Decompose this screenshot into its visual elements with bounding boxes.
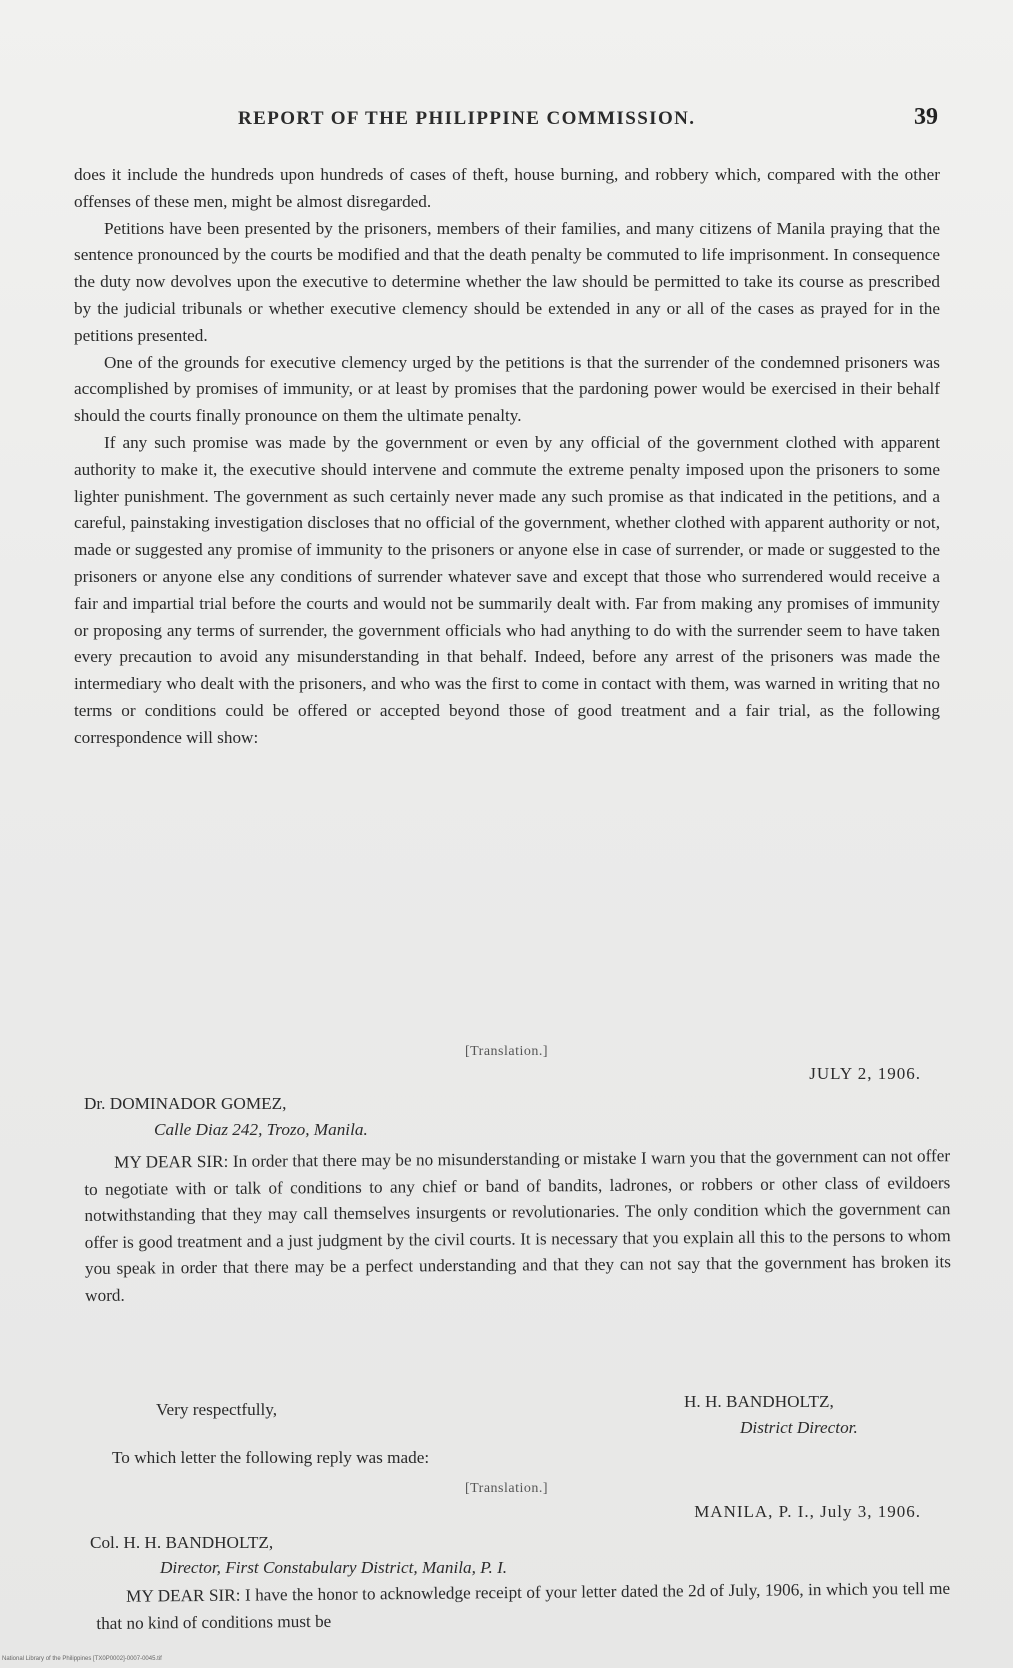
letter-body [84,1143,951,1309]
letter-text: In order that there may be no misunderstanding or mistake I warn you that the government can not offer to negotiate with or talk of conditions to any chief or band of bandits, ladrones, or robbers or other class of evildoers notwithstanding that they may call themselves insurgents or revolutionaries. The only condition which the government can offer is good treatment and a just judgment by the civil courts. It is necessary that you explain all this to the persons to whom you speak in order that there may be a perfect understanding and that they can not say that the government has broken its word. [84,1146,951,1305]
letter-salutation: MY DEAR SIR: [114,1151,229,1172]
reply-text: I have the honor to acknowledge receipt of your letter dated the 2d of July, 1906, in which you tell me that no kind of conditions must be [96,1578,951,1633]
letter-signature-title: District Director. [740,1418,858,1437]
translation-note: [Translation.] [464,1481,549,1496]
footer-credit: National Library of the Philippines [TX0P0002]-0007-0045.tif [2,1656,162,1662]
reply-addressee-name: Col. H. H. BANDHOLTZ, [90,1533,274,1552]
letter-addressee-address: Calle Diaz 242, Trozo, Manila. [154,1120,368,1139]
reply-body [96,1576,950,1637]
reply-salutation: MY DEAR SIR: [126,1585,241,1606]
transition-text: To which letter the following reply was made: [112,1448,430,1467]
letter-date: JULY 2, 1906. [809,1064,921,1083]
page-number: 39 [914,104,938,130]
paragraph: One of the grounds for executive clemency urged by the petitions is that the surrender of the condemned prisoners was accomplished by promises of immunity, or at least by promises that the pardoning power would be exercised in their behalf should the courts finally pronounce on them the ultimate penalty. [74,352,940,426]
letter-addressee-name: Dr. DOMINADOR GOMEZ, [84,1094,287,1113]
letter-closing: Very respectfully, [156,1400,278,1419]
running-title: REPORT OF THE PHILIPPINE COMMISSION. [238,108,696,129]
letter-signature-name: H. H. BANDHOLTZ, [684,1392,834,1411]
page-header [238,104,938,138]
paragraph: Petitions have been presented by the prisoners, members of their families, and many citizens of Manila praying that the sentence pronounced by the courts be modified and that the death penalty be commuted to life imprisonment. In consequence the duty now devolves upon the executive to determine whether the law should be permitted to take its course as prescribed by the judicial tribunals or whether executive clemency should be extended in any or all of the cases as prayed for in the petitions presented. [74,218,940,345]
body-text [74,162,940,752]
translation-note: [Translation.] [464,1044,549,1059]
paragraph: If any such promise was made by the government or even by any official of the government clothed with apparent authority to make it, the executive should intervene and commute the extreme penalty imposed upon the prisoners to some lighter punishment. The government as such certainly never made any such promise as that indicated in the petitions, and a careful, painstaking investigation discloses that no official of the government, whether clothed with apparent authority or not, made or suggested any promise of immunity to the prisoners or anyone else in case of surrender, or made or suggested to the prisoners or anyone else any conditions of surrender whatever save and except that those who surrendered would receive a fair and impartial trial before the courts and would not be summarily dealt with. Far from making any promises of immunity or proposing any terms of surrender, the government officials who had anything to do with the surrender seem to have taken every precaution to avoid any misunderstanding in that behalf. Indeed, before any arrest of the prisoners was made the intermediary who dealt with the prisoners, and who was the first to come in contact with them, was warned in writing that no terms or conditions could be offered or accepted beyond those of good treatment and a fair trial, as the following correspondence will show: [74,432,940,747]
reply-place-date: MANILA, P. I., July 3, 1906. [694,1502,921,1521]
reply-addressee-address: Director, First Constabulary District, Manila, P. I. [160,1558,508,1577]
paragraph: does it include the hundreds upon hundreds of cases of theft, house burning, and robbery which, compared with the other offenses of these men, might be almost disregarded. [74,165,940,211]
